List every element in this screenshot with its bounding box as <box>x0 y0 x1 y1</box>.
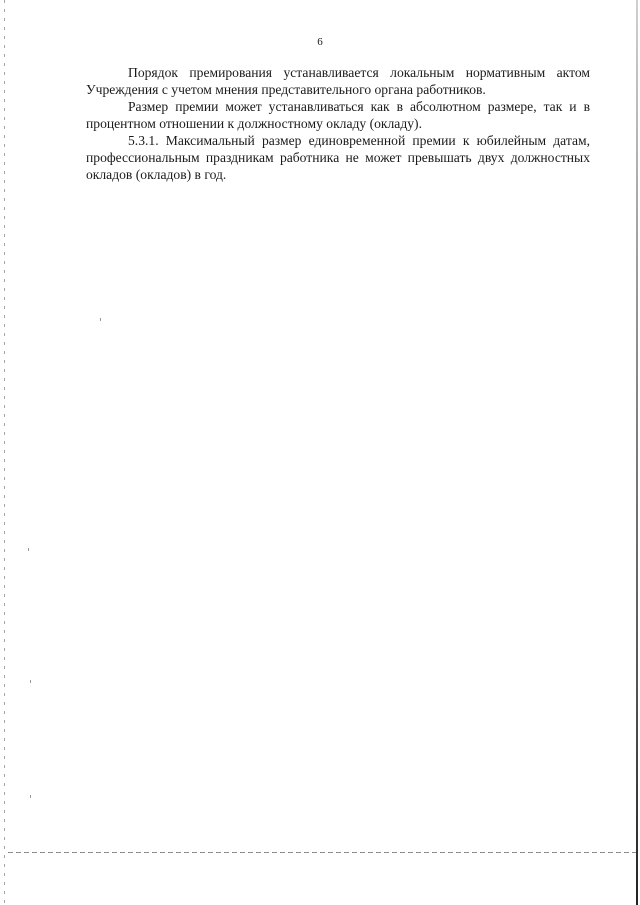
scan-left-edge <box>4 0 5 905</box>
scan-bottom-rule <box>8 852 636 853</box>
paragraph: Порядок премирования устанавливается локальным нормативным актом Учреждения с учетом мнения представительного органа работников. <box>86 65 590 97</box>
scan-speck <box>30 795 31 798</box>
paragraph: Размер премии может устанавливаться как в абсолютном размере, так и в процентном отношении к должностному окладу (окладу). <box>86 99 590 131</box>
scan-speck <box>30 680 31 683</box>
scan-speck <box>100 318 101 321</box>
scan-speck <box>28 548 29 551</box>
scan-right-edge <box>636 0 638 905</box>
document-body <box>86 64 590 183</box>
page-number: 6 <box>317 36 323 48</box>
paragraph: 5.3.1. Максимальный размер единовременной премии к юбилейным датам, профессиональным праздникам работника не может превышать двух должностных окладов (окладов) в год. <box>86 133 590 182</box>
